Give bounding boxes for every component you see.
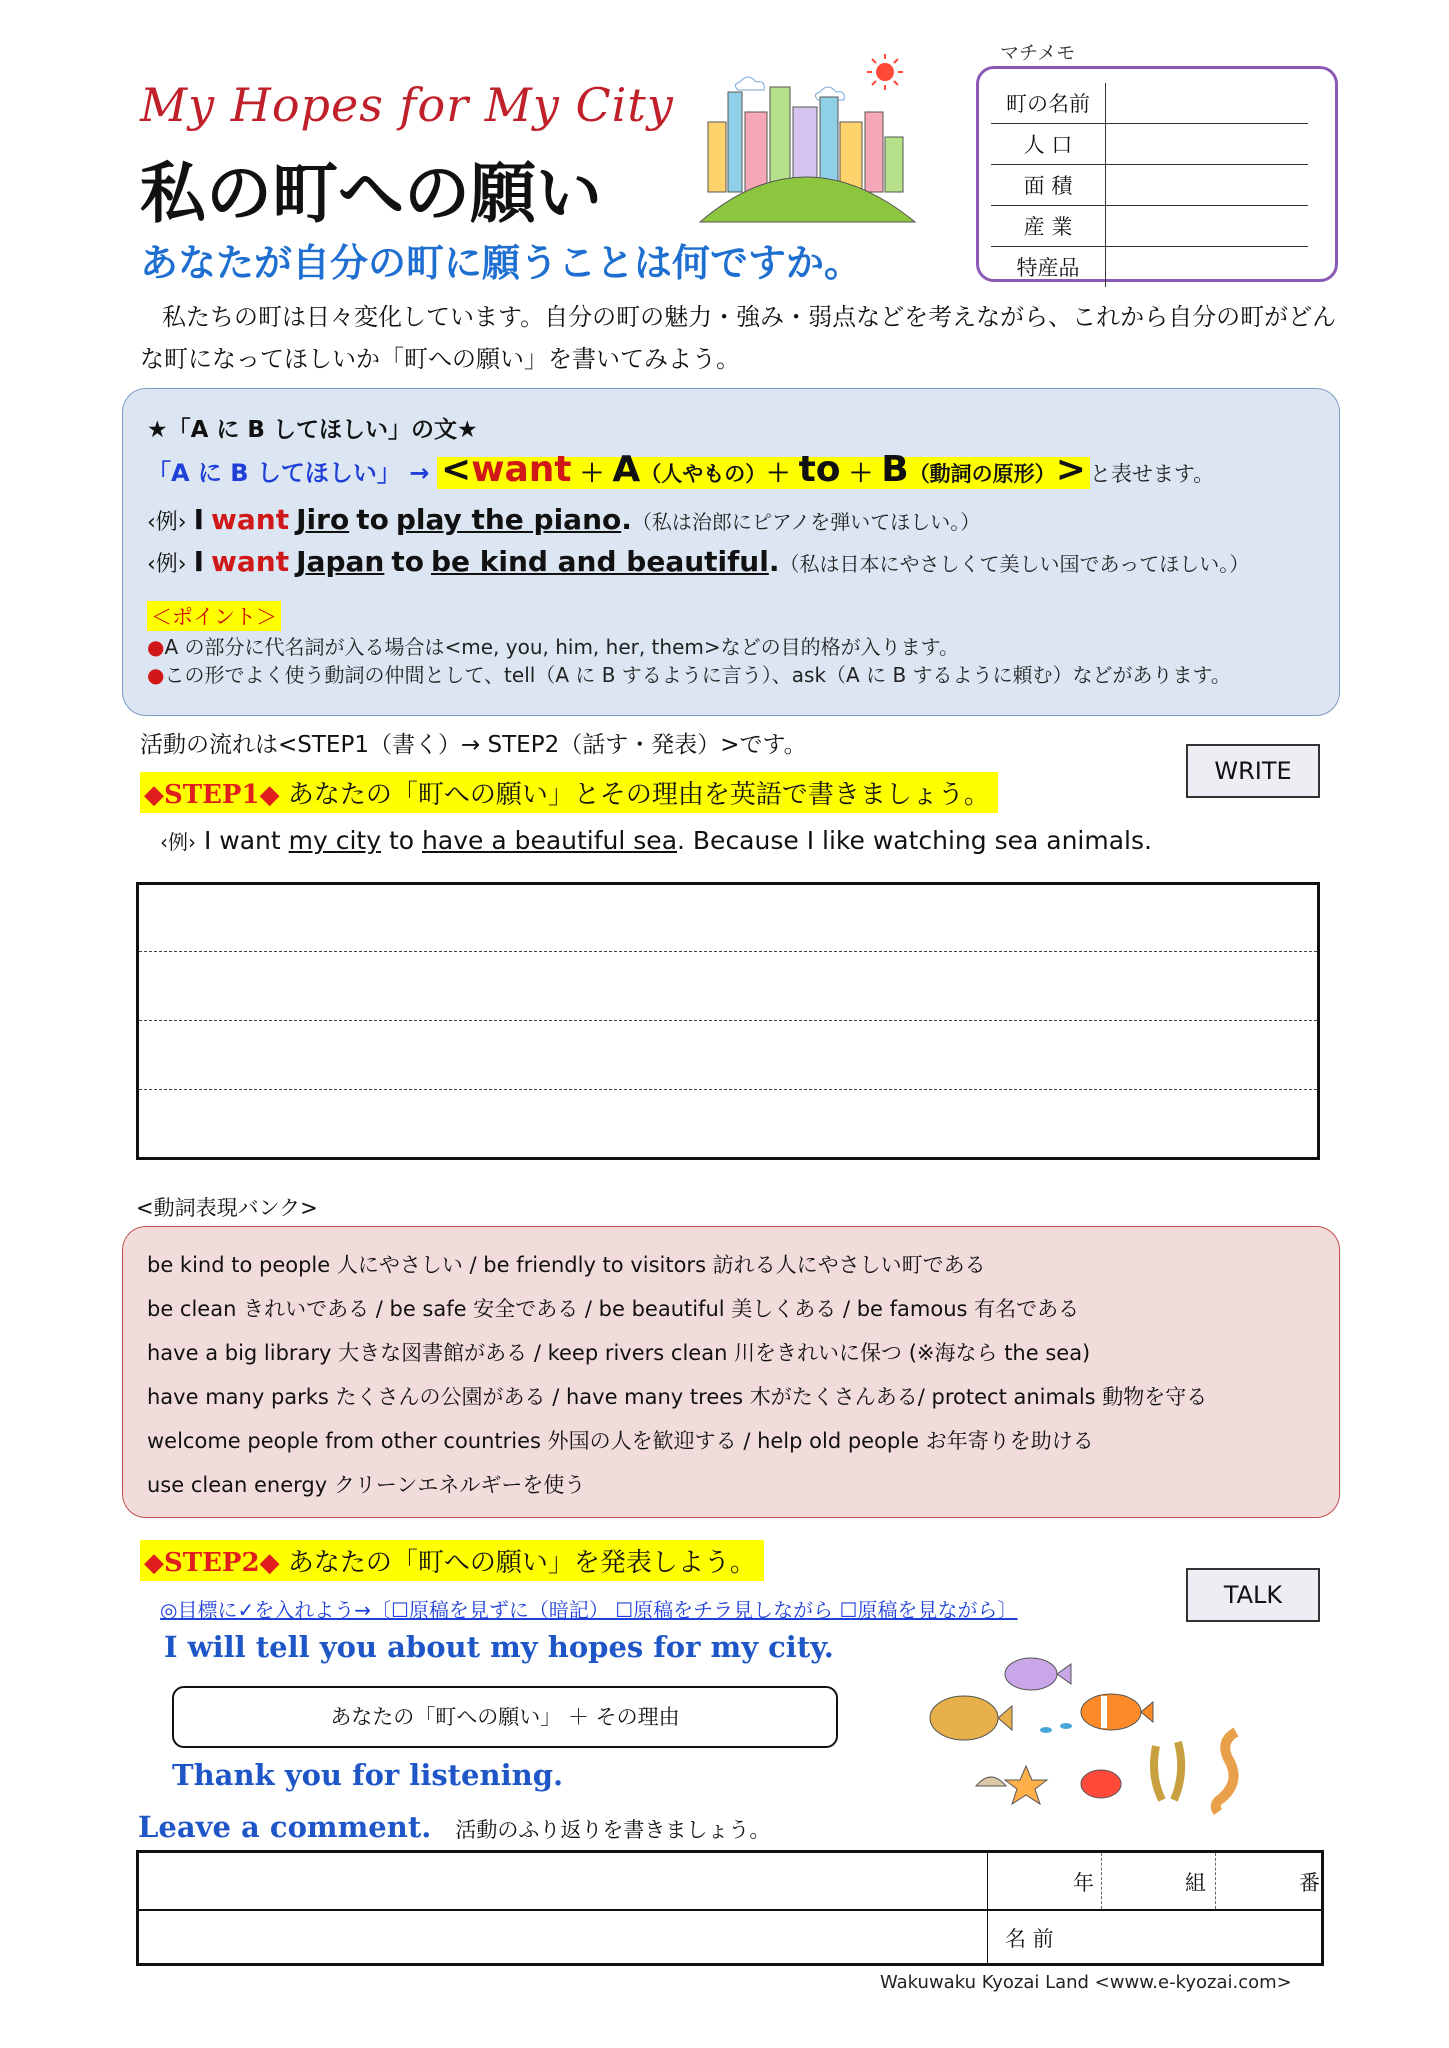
example-end: . [621, 503, 632, 536]
comment-field[interactable] [139, 1911, 985, 1965]
point-item [147, 631, 959, 660]
verb-bank-line: have a big library 大きな図書館がある / keep rivers clean 川をきれいに保つ (※海なら the sea) [147, 1341, 1091, 1365]
example-b: play the piano [395, 503, 622, 536]
example-i: I [193, 545, 205, 578]
name-field[interactable] [1079, 1911, 1319, 1965]
intro-text: 私たちの町は日々変化しています。自分の町の魅力・強み・弱点などを考えながら、これから自分の町がどんな町になってほしいか「町への願い」を書いてみよう。 [140, 303, 1337, 373]
sea-creatures-illustration [916, 1646, 1276, 1816]
point-text: A の部分に代名詞が入る場合は<me, you, him, her, them>などの目的格が入ります。 [164, 635, 960, 659]
verb-bank-line: have many parks たくさんの公園がある / have many trees 木がたくさんある/ protect animals 動物を守る [147, 1385, 1208, 1409]
table-divider [1101, 1853, 1102, 1909]
example-b: be kind and beautiful [430, 545, 769, 578]
verb-bank-line: be kind to people 人にやさしい / be friendly to visitors 訪れる人にやさしい町である [147, 1253, 986, 1277]
formula-want: want [471, 449, 572, 490]
memo-key: 産 業 [991, 206, 1106, 247]
bullet-icon: ● [147, 635, 165, 659]
formula-b-note: （動詞の原形） [908, 462, 1056, 486]
example-part: . Because I like watching sea animals. [677, 826, 1152, 855]
example-end: . [768, 545, 780, 578]
memo-row [991, 165, 1308, 206]
name-label: 名 前 [1005, 1927, 1054, 1951]
activity-flow: 活動の流れは<STEP1（書く）→ STEP2（話す・発表）>です。 [140, 732, 807, 758]
comment-table [136, 1850, 1324, 1966]
speech-content-box: あなたの「町への願い」 ＋ その理由 [172, 1686, 838, 1748]
example-i: I [193, 503, 205, 536]
table-divider [987, 1853, 988, 1963]
memo-value-field[interactable] [1106, 247, 1309, 288]
memo-box [976, 66, 1338, 282]
step2-heading [140, 1540, 764, 1581]
formula-highlight [437, 449, 1090, 490]
comment-heading: Leave a comment. [138, 1810, 432, 1844]
point-item [147, 659, 1231, 688]
grammar-formula [147, 449, 1214, 490]
goal-checklist[interactable]: ◎目標に✓を入れよう→〔☐原稿を見ずに（暗記） ☐原稿をチラ見しながら ☐原稿を見ながら〕 [160, 1598, 1018, 1622]
verb-bank [122, 1226, 1340, 1518]
writing-line [139, 951, 1317, 952]
example-to: to [391, 545, 424, 578]
verb-bank-label: <動詞表現バンク> [136, 1196, 318, 1220]
memo-row [991, 247, 1308, 288]
writing-area[interactable] [136, 882, 1320, 1160]
example-a: Jiro [296, 503, 350, 536]
title-japanese: 私の町への願い [140, 154, 602, 232]
title-english: My Hopes for My City [140, 78, 674, 132]
memo-label: マチメモ [1000, 42, 1076, 64]
class-label: 組 [1185, 1871, 1206, 1895]
talk-button[interactable]: TALK [1186, 1568, 1320, 1622]
memo-key: 町の名前 [991, 83, 1106, 124]
formula-a-note: （人やもの） [640, 462, 767, 486]
memo-key: 面 積 [991, 165, 1106, 206]
writing-line [139, 1020, 1317, 1021]
memo-row [991, 124, 1308, 165]
memo-row [991, 206, 1308, 247]
grammar-heading: ★「A に B してほしい」の文★ [147, 417, 478, 443]
example-part: my city [288, 826, 382, 855]
example-translation: （私は日本にやさしくて美しい国であってほしい。） [779, 552, 1250, 576]
formula-lt: < [441, 449, 472, 490]
comment-heading-row [138, 1810, 770, 1844]
step1-example [160, 826, 1152, 855]
formula-gt: > [1055, 449, 1086, 490]
example-a: Japan [296, 545, 385, 578]
formula-b: B [881, 449, 909, 490]
point-label: ＜ポイント＞ [147, 601, 281, 631]
example-tag: ‹例› [160, 830, 196, 854]
memo-row [991, 83, 1308, 124]
point-text: この形でよく使う動詞の仲間として、tell（A に B するように言う）、ask（A に B するように頼む）などがあります。 [164, 663, 1231, 687]
example-tag: ‹例› [147, 552, 187, 577]
step1-heading [140, 772, 998, 813]
step2-text: あなたの「町への願い」を発表しよう。 [287, 1548, 756, 1578]
writing-line [139, 1089, 1317, 1090]
bullet-icon: ● [147, 663, 165, 687]
verb-bank-line: welcome people from other countries 外国の人を歓迎する / help old people お年寄りを助ける [147, 1429, 1094, 1453]
step1-text: あなたの「町への願い」とその理由を英語で書きましょう。 [287, 780, 990, 810]
example-part: I want [203, 826, 289, 855]
step1-label: ◆STEP1◆ [144, 780, 280, 810]
verb-bank-line: use clean energy クリーンエネルギーを使う [147, 1473, 586, 1497]
formula-plus: ＋ [766, 459, 791, 487]
memo-value-field[interactable] [1106, 83, 1309, 124]
memo-key: 特産品 [991, 247, 1106, 288]
city-illustration [680, 52, 930, 228]
formula-plus: ＋ [579, 459, 604, 487]
grammar-box [122, 388, 1340, 716]
write-button[interactable]: WRITE [1186, 744, 1320, 798]
memo-value-field[interactable] [1106, 124, 1309, 165]
memo-value-field[interactable] [1106, 165, 1309, 206]
footer-credit: Wakuwaku Kyozai Land <www.e-kyozai.com> [880, 1972, 1292, 1993]
number-label: 番 [1299, 1871, 1320, 1895]
example-want: want [211, 545, 290, 578]
step2-label: ◆STEP2◆ [144, 1548, 280, 1578]
example-to: to [356, 503, 389, 536]
formula-tail: と表せます。 [1089, 462, 1215, 486]
formula-plus: ＋ [848, 459, 873, 487]
speech-closing: Thank you for listening. [172, 1758, 564, 1792]
example-tag: ‹例› [147, 510, 187, 535]
formula-jp: 「A に B してほしい」 → [147, 459, 430, 487]
comment-sub: 活動のふり返りを書きましょう。 [455, 1818, 771, 1842]
example-translation: （私は治郎にピアノを弾いてほしい。） [631, 510, 981, 534]
grammar-example-1 [147, 503, 980, 536]
table-divider [1215, 1853, 1216, 1909]
comment-field[interactable] [139, 1853, 985, 1909]
formula-to: to [798, 449, 841, 490]
verb-bank-line: be clean きれいである / be safe 安全である / be beautiful 美しくある / be famous 有名である [147, 1297, 1080, 1321]
memo-key: 人 口 [991, 124, 1106, 165]
memo-value-field[interactable] [1106, 206, 1309, 247]
main-question: あなたが自分の町に願うことは何ですか。 [140, 241, 863, 285]
year-label: 年 [1073, 1871, 1094, 1895]
example-part: to [381, 826, 423, 855]
grammar-example-2 [147, 545, 1249, 578]
memo-table [991, 83, 1308, 287]
example-want: want [211, 503, 290, 536]
formula-a: A [612, 449, 641, 490]
example-part: have a beautiful sea [422, 826, 678, 855]
speech-opening: I will tell you about my hopes for my city. [164, 1630, 834, 1664]
